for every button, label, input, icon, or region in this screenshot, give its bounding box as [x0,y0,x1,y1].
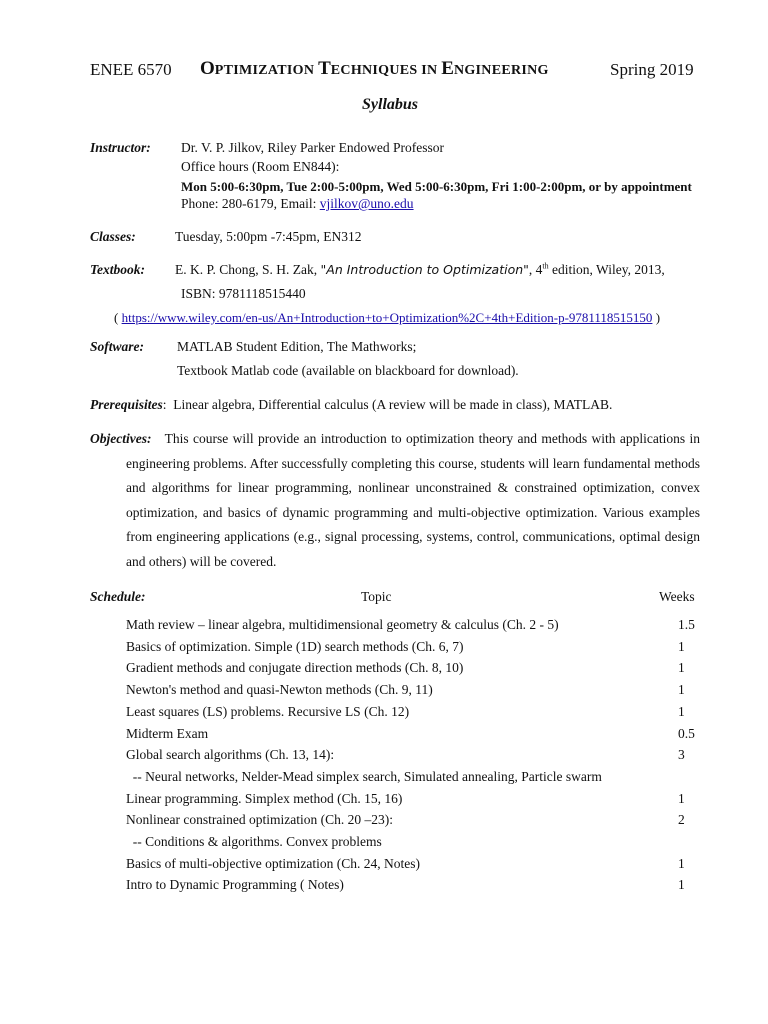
textbook-url-link[interactable]: https://www.wiley.com/en-us/An+Introduction+to+Optimization%2C+4th+Edition-p-9781118515150 [121,310,653,325]
schedule-row-weeks: 1 [678,638,685,654]
schedule-row-weeks: 1 [678,790,685,806]
url-close-paren: ) [652,310,661,325]
schedule-row-weeks: 1 [678,703,685,719]
title-rest-2: ECHNIQUES IN [330,63,442,78]
title-rest-3: NGINEERING [453,63,549,78]
textbook-edition-pre: , 4 [528,262,543,277]
schedule-row-topic: Linear programming. Simplex method (Ch. 15, 16) [126,790,403,806]
title-initial-1: O [200,58,215,79]
schedule-row-topic: -- Neural networks, Nelder-Mead simplex search, Simulated annealing, Particle swarm [126,768,602,784]
schedule-row-weeks: 1 [678,660,685,676]
schedule-label: Schedule: [90,589,146,604]
objectives-text: This course will provide an introduction to optimization theory and methods with applications in engineering problems. After successfully completing this course, students will learn fundamental methods and algorithms for linear programming, nonlinear unconstrained & constrained optimization, convex optimization, and basics of dynamic programming and multi-objective optimization. Various examples from engineering applications (e.g., signal processing, systems, control, communications, optimal design and others) will be covered. [126,431,701,569]
software-label: Software: [90,339,144,354]
schedule-row-topic: Gradient methods and conjugate direction methods (Ch. 8, 10) [126,660,464,676]
schedule-row-topic: -- Conditions & algorithms. Convex problems [126,834,382,849]
schedule-row-topic: Global search algorithms (Ch. 13, 14): [126,747,335,763]
objectives-paragraph [90,427,700,574]
term: Spring 2019 [610,60,694,79]
email-link[interactable]: vjilkov@uno.edu [319,196,414,211]
course-title [200,58,549,80]
schedule-row-weeks: 1 [678,682,685,698]
instructor-label: Instructor: [90,140,151,155]
schedule-row-weeks: 1 [678,855,685,871]
schedule-row-topic: Math review – linear algebra, multidimensional geometry & calculus (Ch. 2 - 5) [126,617,559,632]
textbook-authors: E. K. P. Chong, S. H. Zak, [175,262,321,277]
textbook-url-line [114,310,660,326]
classes-value: Tuesday, 5:00pm -7:45pm, EN312 [175,229,362,244]
textbook-edition-post: edition, Wiley, 2013, [548,262,665,277]
title-initial-2: T [318,58,331,79]
schedule-row-weeks: 3 [678,747,685,763]
prerequisites-value: Linear algebra, Differential calculus (A review will be made in class), MATLAB. [173,397,613,412]
schedule-row-topic: Midterm Exam [126,725,209,741]
schedule-row-weeks: 0.5 [678,725,695,741]
software-line-2: Textbook Matlab code (available on blackboard for download). [177,363,519,378]
textbook-citation [175,262,665,278]
schedule-row-weeks: 1 [678,877,685,893]
textbook-label: Textbook: [90,262,145,277]
office-hours: Mon 5:00-6:30pm, Tue 2:00-5:00pm, Wed 5:00-6:30pm, Fri 1:00-2:00pm, or by appointment [181,179,692,194]
schedule-row-topic: Basics of multi-objective optimization (Ch. 24, Notes) [126,855,420,871]
schedule-col-weeks: Weeks [659,589,695,604]
subtitle: Syllabus [362,96,419,113]
textbook-edition-sup: th [542,261,549,271]
prerequisites-colon: : [162,397,167,412]
schedule-row-topic: Basics of optimization. Simple (1D) search methods (Ch. 6, 7) [126,638,464,654]
schedule-row-topic: Nonlinear constrained optimization (Ch. 20 –23): [126,812,393,828]
schedule-row-weeks: 1.5 [678,617,695,632]
classes-label: Classes: [90,229,136,244]
objectives-label: Objectives: [90,431,152,446]
schedule-row-topic: Intro to Dynamic Programming ( Notes) [126,877,344,893]
schedule-row-topic: Newton's method and quasi-Newton methods (Ch. 9, 11) [126,682,433,698]
title-initial-3: E [441,58,454,79]
software-line-1: MATLAB Student Edition, The Mathworks; [177,339,417,354]
office-hours-label: Office hours (Room EN844): [181,159,340,174]
instructor-name: Dr. V. P. Jilkov, Riley Parker Endowed Professor [181,140,444,155]
prerequisites-label: Prerequisites [90,397,163,412]
contact-line [181,196,414,212]
textbook-isbn: ISBN: 9781118515440 [181,286,306,301]
title-rest-1: PTIMIZATION [214,63,319,78]
course-code: ENEE 6570 [90,60,172,79]
textbook-title: "An Introduction to Optimization" [320,262,529,277]
schedule-row-topic: Least squares (LS) problems. Recursive LS (Ch. 12) [126,703,410,719]
url-open-paren: ( [114,310,122,325]
schedule-row-weeks: 2 [678,812,685,828]
phone-text: Phone: 280-6179, Email: [181,196,320,211]
schedule-col-topic: Topic [361,589,392,604]
prerequisites-line [90,397,612,413]
